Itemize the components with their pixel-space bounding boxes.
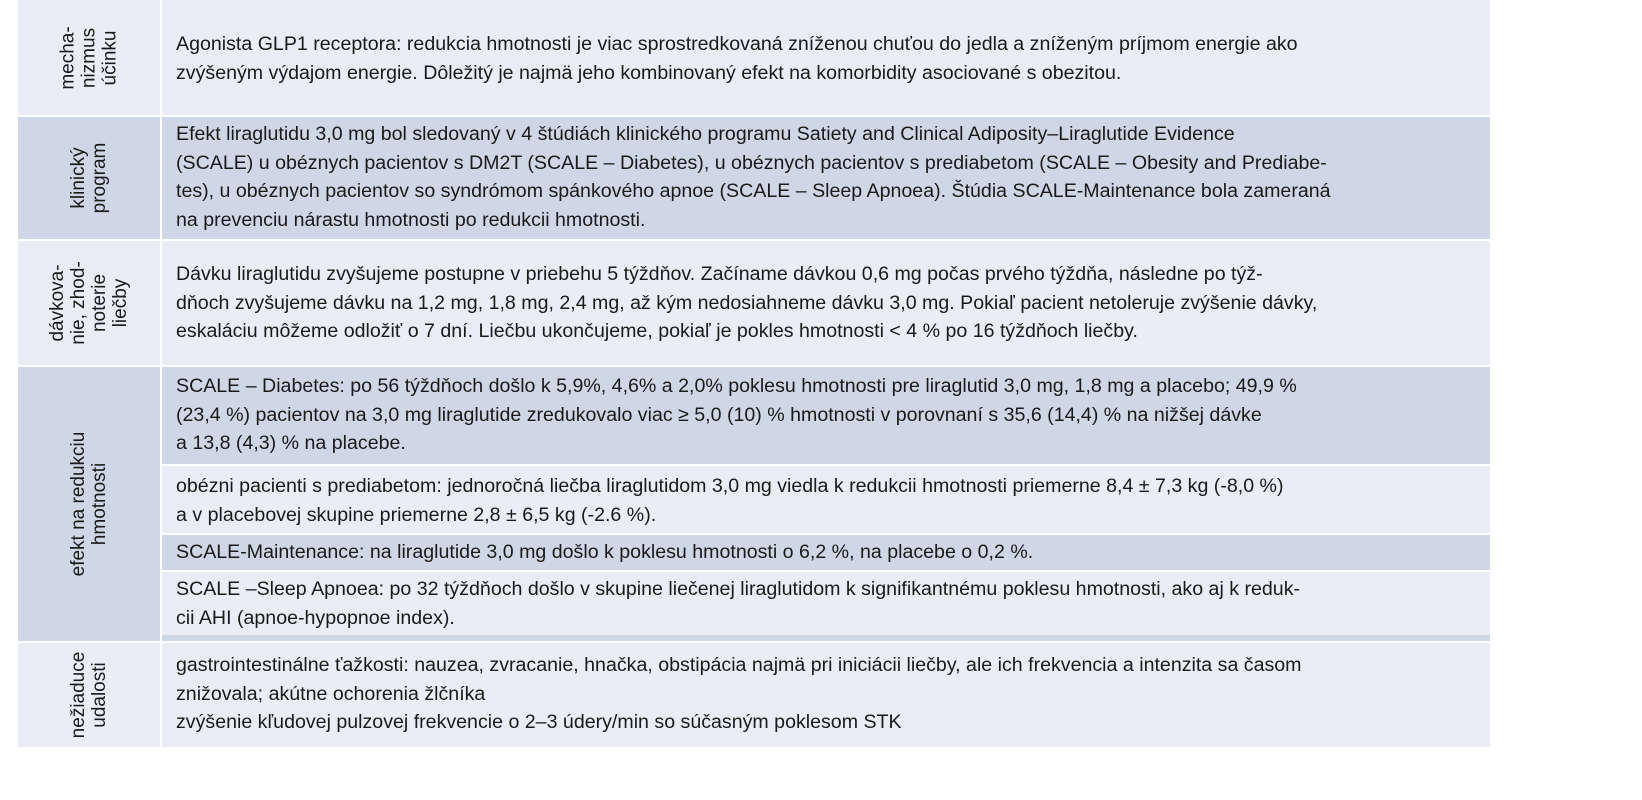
table-cell: [162, 570, 1490, 635]
cell-line: (SCALE) u obéznych pacientov s DM2T (SCALE – Diabetes), u obéznych pacientov s prediabetom (SCALE – Obesity and Prediabe-: [176, 151, 1327, 174]
row-header-mechanism: [18, 0, 160, 115]
table-row-clinical-program: [18, 117, 1490, 241]
cell-line: zvýšenie kľudovej pulzovej frekvencie o 2–3 údery/min so súčasným poklesom STK: [176, 711, 902, 734]
cell-line: tes), u obéznych pacientov so syndrómom spánkového apnoe (SCALE – Sleep Apnoea). Štúdia SCALE-Maintenance bola zameraná: [176, 180, 1331, 203]
table-cell: [162, 117, 1490, 237]
table-cell: [162, 533, 1490, 570]
table-cell: [162, 464, 1490, 533]
cell-line: cii AHI (apnoe-hypopnoe index).: [176, 606, 455, 629]
row-header-weight-effect: [18, 367, 160, 641]
cell-line: a 13,8 (4,3) % na placebe.: [176, 432, 406, 455]
row-header-label: efekt na redukciu hmotnosti: [68, 431, 110, 577]
cell-line: a v placebovej skupine priemerne 2,8 ± 6,5 kg (-2.6 %).: [176, 503, 657, 526]
cell-line: zvýšeným výdajom energie. Dôležitý je najmä jeho kombinovaný efekt na komorbidity asociované s obezitou.: [176, 61, 1122, 84]
cell-line: Agonista GLP1 receptora: redukcia hmotnosti je viac sprostredkovaná zníženou chuťou do jedla a zníženým príjmom energie ako: [176, 33, 1298, 55]
table-cell: [162, 367, 1490, 464]
cell-line: znižovala; akútne ochorenia žlčníka: [176, 682, 486, 705]
cell-line: (23,4 %) pacientov na 3,0 mg liraglutide zredukovalo viac ≥ 5,0 (10) % hmotnosti v porovnaní s 35,6 (14,4) % na nižšej dávke: [176, 403, 1262, 426]
table-row-weight-effect: [18, 367, 1490, 643]
cell-line: Efekt liraglutidu 3,0 mg bol sledovaný v 4 štúdiách klinického programu Satiety and Clinical Adiposity–Liraglutide Evidence: [176, 123, 1235, 145]
row-header-label: dávkova- nie, zhod- noterie liečby: [47, 261, 131, 345]
table-cell: [162, 643, 1490, 747]
cell-line: SCALE – Diabetes: po 56 týždňoch došlo k 5,9%, 4,6% a 2,0% poklesu hmotnosti pre liraglutid 3,0 mg, 1,8 mg a placebo; 49,9 %: [176, 375, 1297, 397]
row-header-label: nežiaduce udalosti: [68, 651, 110, 739]
row-header-clinical-program: [18, 117, 160, 239]
table-cell: [162, 241, 1490, 363]
row-header-dosing: [18, 241, 160, 365]
cell-line: Dávku liraglutidu zvyšujeme postupne v priebehu 5 týždňov. Začíname dávkou 0,6 mg počas prvého týždňa, následne po týž-: [176, 263, 1263, 285]
cell-line: SCALE –Sleep Apnoea: po 32 týždňoch došlo v skupine liečenej liraglutidom k signifikantnému poklesu hmotnosti, ako aj k reduk-: [176, 578, 1301, 600]
cell-line: na prevenciu nárastu hmotnosti po redukcii hmotnosti.: [176, 208, 646, 231]
row-header-adverse-events: [18, 643, 160, 747]
adverse-effects-table: [18, 0, 1490, 747]
cell-line: obézni pacienti s prediabetom: jednoročná liečba liraglutidom 3,0 mg viedla k redukcii hmotnosti priemerne 8,4 ± 7,3 kg (-8,0 %): [176, 475, 1284, 497]
cell-line: eskaláciu môžeme odložiť o 7 dní. Liečbu ukončujeme, pokiaľ je pokles hmotnosti < 4 % po 16 týždňoch liečby.: [176, 320, 1138, 343]
cell-line: SCALE-Maintenance: na liraglutide 3,0 mg došlo k poklesu hmotnosti o 6,2 %, na placebe o 0,2 %.: [176, 541, 1034, 563]
cell-line: dňoch zvyšujeme dávku na 1,2 mg, 1,8 mg, 2,4 mg, až kým nedosiahneme dávku 3,0 mg. Pokiaľ pacient netoleruje zvýšenie dávky,: [176, 291, 1318, 314]
row-header-label: mecha- nizmus účinku: [57, 25, 121, 90]
table-row-dosing: [18, 241, 1490, 367]
table-row-mechanism: [18, 0, 1490, 117]
table-row-adverse-events: [18, 643, 1490, 747]
cell-line: gastrointestinálne ťažkosti: nauzea, zvracanie, hnačka, obstipácia najmä pri iniciácii liečby, ale ich frekvencia a intenzita sa časom: [176, 654, 1302, 676]
row-header-label: klinický program: [68, 142, 110, 214]
table-cell: [162, 0, 1490, 113]
